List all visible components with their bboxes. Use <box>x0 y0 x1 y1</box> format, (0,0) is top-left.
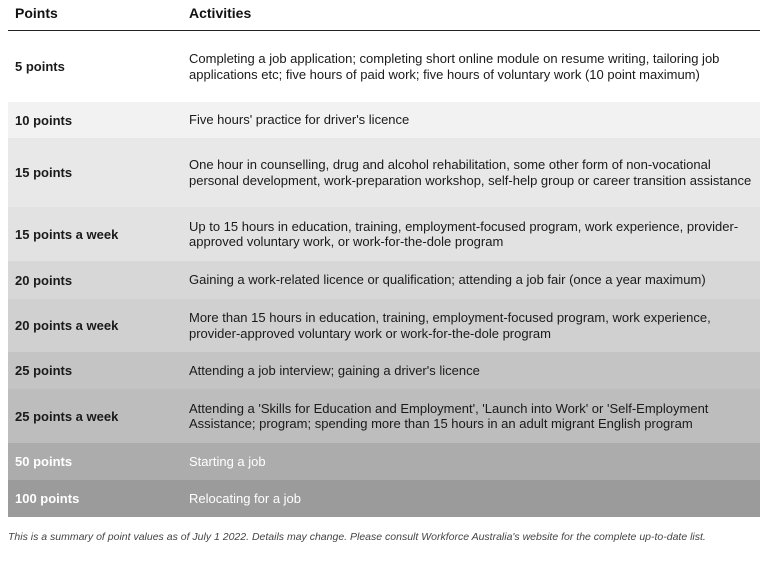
row-points: 25 points a week <box>15 408 119 424</box>
row-points: 5 points <box>15 59 65 74</box>
table-row <box>8 207 760 261</box>
row-activity: Relocating for a job <box>189 490 302 506</box>
table-row <box>8 31 760 102</box>
row-points: 20 points <box>15 272 73 288</box>
row-points: 10 points <box>15 112 73 128</box>
table-row <box>8 102 760 138</box>
row-activity: Attending a job interview; gaining a driver's licence <box>189 362 480 378</box>
row-activity: Attending a 'Skills for Education and Employment', 'Launch into Work' or 'Self-Employment Assistance; program; spending more than 15 hours in an adult migrant English program <box>189 400 709 431</box>
header-activities: Activities <box>189 5 252 21</box>
row-points: 20 points a week <box>15 318 119 333</box>
table-row <box>8 261 760 299</box>
table-row <box>8 299 760 352</box>
row-points: 15 points a week <box>15 226 119 242</box>
row-points: 100 points <box>15 491 80 506</box>
points-table <box>8 0 760 517</box>
row-points: 25 points <box>15 363 73 378</box>
row-points: 15 points <box>15 165 73 180</box>
row-activity: One hour in counselling, drug and alcohol rehabilitation, some other form of non-vocational personal development, work-preparation workshop, self-help group or career transition assistance <box>189 157 752 188</box>
row-activity: Completing a job application; completing short online module on resume writing, tailoring job applications etc; five hours of paid work; five hours of voluntary work (10 point maximum) <box>189 51 720 82</box>
row-activity: Gaining a work-related licence or qualification; attending a job fair (once a year maximum) <box>189 272 706 288</box>
footnote: This is a summary of point values as of July 1 2022. Details may change. Please consult Workforce Australia's website for the complete up-to-date list. <box>8 531 706 543</box>
table-row <box>8 389 760 443</box>
table-row <box>8 352 760 389</box>
row-activity: Five hours' practice for driver's licence <box>189 112 410 128</box>
row-points: 50 points <box>15 454 73 469</box>
table-row <box>8 480 760 517</box>
table-header <box>8 0 760 31</box>
row-activity: More than 15 hours in education, training, employment-focused program, work experience, provider-approved voluntary work or work-for-the-dole program <box>189 310 711 341</box>
table-body <box>8 31 760 517</box>
table-row <box>8 443 760 480</box>
row-activity: Up to 15 hours in education, training, employment-focused program, work experience, provider-approved voluntary work, or work-for-the-dole program <box>189 218 739 249</box>
row-activity: Starting a job <box>189 453 266 469</box>
header-points: Points <box>15 5 58 21</box>
table-row <box>8 138 760 207</box>
